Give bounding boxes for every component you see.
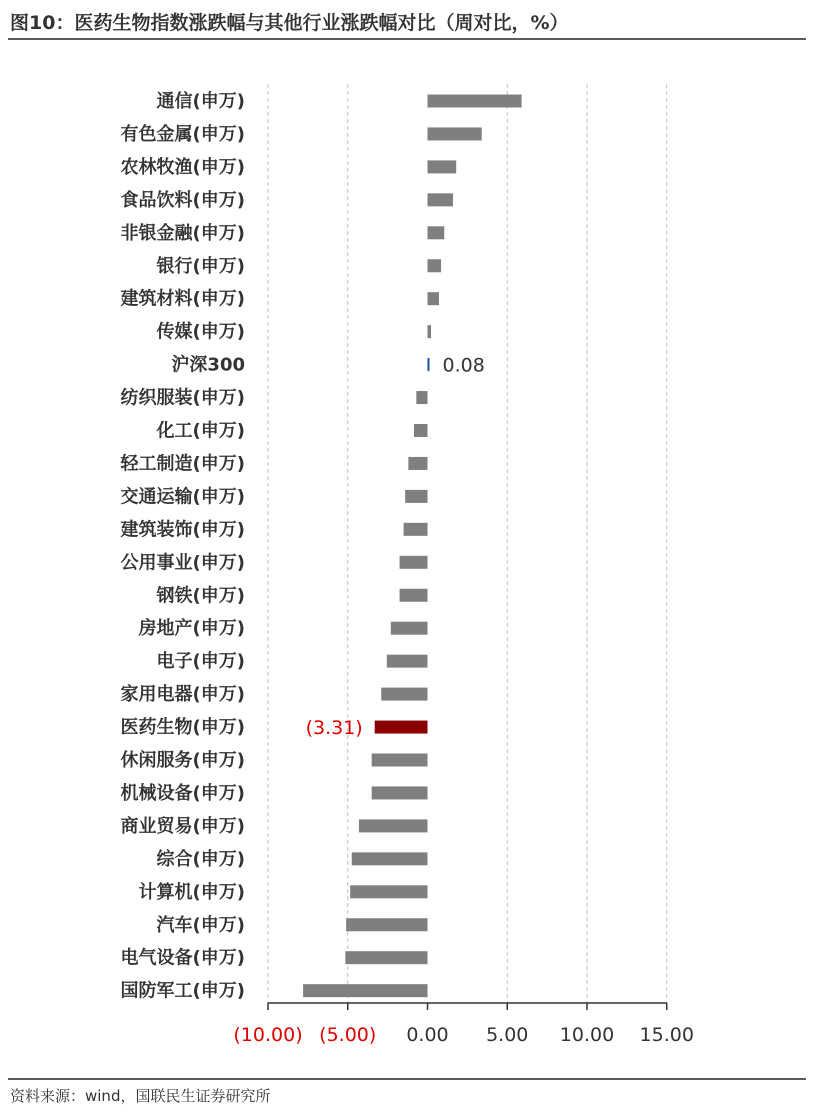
- category-labels: [120, 90, 245, 1002]
- bar: [428, 325, 432, 338]
- category-label: 轻工制造(申万): [120, 453, 245, 475]
- category-label: 国防军工(申万): [120, 980, 245, 1002]
- bar: [428, 95, 522, 108]
- category-label: 家用电器(申万): [120, 684, 245, 706]
- x-tick-label: 10.00: [559, 1024, 615, 1046]
- bar: [400, 556, 428, 569]
- category-label: 汽车(申万): [156, 914, 245, 936]
- bar: [352, 852, 428, 865]
- category-label: 沪深300: [171, 354, 245, 376]
- gridlines: [268, 84, 667, 1003]
- bar: [428, 160, 457, 173]
- x-tick-label: (10.00): [233, 1024, 303, 1046]
- bar: [428, 358, 430, 371]
- category-label: 有色金属(申万): [120, 123, 245, 145]
- data-label: 0.08: [442, 354, 485, 377]
- category-label: 医药生物(申万): [120, 717, 245, 739]
- bar: [428, 292, 439, 305]
- category-label: 传媒(申万): [156, 321, 245, 343]
- x-tick-label: 0.00: [406, 1024, 449, 1046]
- category-label: 农林牧渔(申万): [120, 156, 245, 178]
- category-label: 公用事业(申万): [120, 552, 245, 574]
- bar: [414, 424, 428, 437]
- category-label: 钢铁(申万): [156, 585, 245, 607]
- bar: [346, 918, 427, 931]
- x-tick-label: 15.00: [639, 1024, 694, 1046]
- category-label: 纺织服装(申万): [120, 387, 245, 409]
- bar: [428, 226, 445, 239]
- category-label: 食品饮料(申万): [120, 189, 245, 211]
- data-labels: [306, 355, 485, 739]
- category-label: 银行(申万): [156, 255, 245, 277]
- bar: [359, 819, 428, 832]
- category-label: 房地产(申万): [138, 618, 245, 640]
- bar: [428, 127, 482, 140]
- x-axis: [233, 1003, 694, 1046]
- category-label: 休闲服务(申万): [120, 750, 245, 771]
- category-label: 化工(申万): [156, 420, 245, 442]
- bars: [303, 95, 522, 998]
- category-label: 机械设备(申万): [120, 782, 245, 804]
- bar: [408, 457, 427, 470]
- category-label: 通信(申万): [156, 91, 245, 112]
- bar: [428, 259, 442, 272]
- source-note: 资料来源：wind，国联民生证券研究所: [10, 1087, 271, 1105]
- category-label: 电子(申万): [156, 651, 245, 673]
- bar: [391, 622, 428, 635]
- bar: [381, 688, 427, 701]
- category-label: 综合(申万): [156, 848, 245, 870]
- footer-divider: [8, 1078, 806, 1080]
- category-label: 建筑材料(申万): [120, 288, 245, 310]
- category-label: 建筑装饰(申万): [120, 519, 245, 541]
- chart-title: 图10：医药生物指数涨跌幅与其他行业涨跌幅对比（周对比，%）: [10, 12, 569, 34]
- data-label: (3.31): [305, 717, 363, 740]
- x-tick-label: (5.00): [319, 1024, 377, 1046]
- bar: [400, 589, 428, 602]
- bar: [375, 721, 428, 734]
- bar: [405, 490, 427, 503]
- category-label: 交通运输(申万): [120, 486, 245, 508]
- bar: [372, 786, 428, 799]
- category-label: 商业贸易(申万): [120, 815, 245, 837]
- category-label: 电气设备(申万): [120, 947, 245, 969]
- bar: [303, 984, 427, 997]
- bar: [350, 885, 427, 898]
- bar: [404, 523, 428, 536]
- category-label: 非银金融(申万): [120, 222, 245, 244]
- bar: [387, 655, 428, 668]
- bar: [345, 951, 427, 964]
- bar: [428, 193, 454, 206]
- category-label: 计算机(申万): [138, 881, 245, 903]
- bar: [416, 391, 427, 404]
- x-tick-label: 5.00: [486, 1024, 529, 1046]
- bar: [372, 754, 428, 767]
